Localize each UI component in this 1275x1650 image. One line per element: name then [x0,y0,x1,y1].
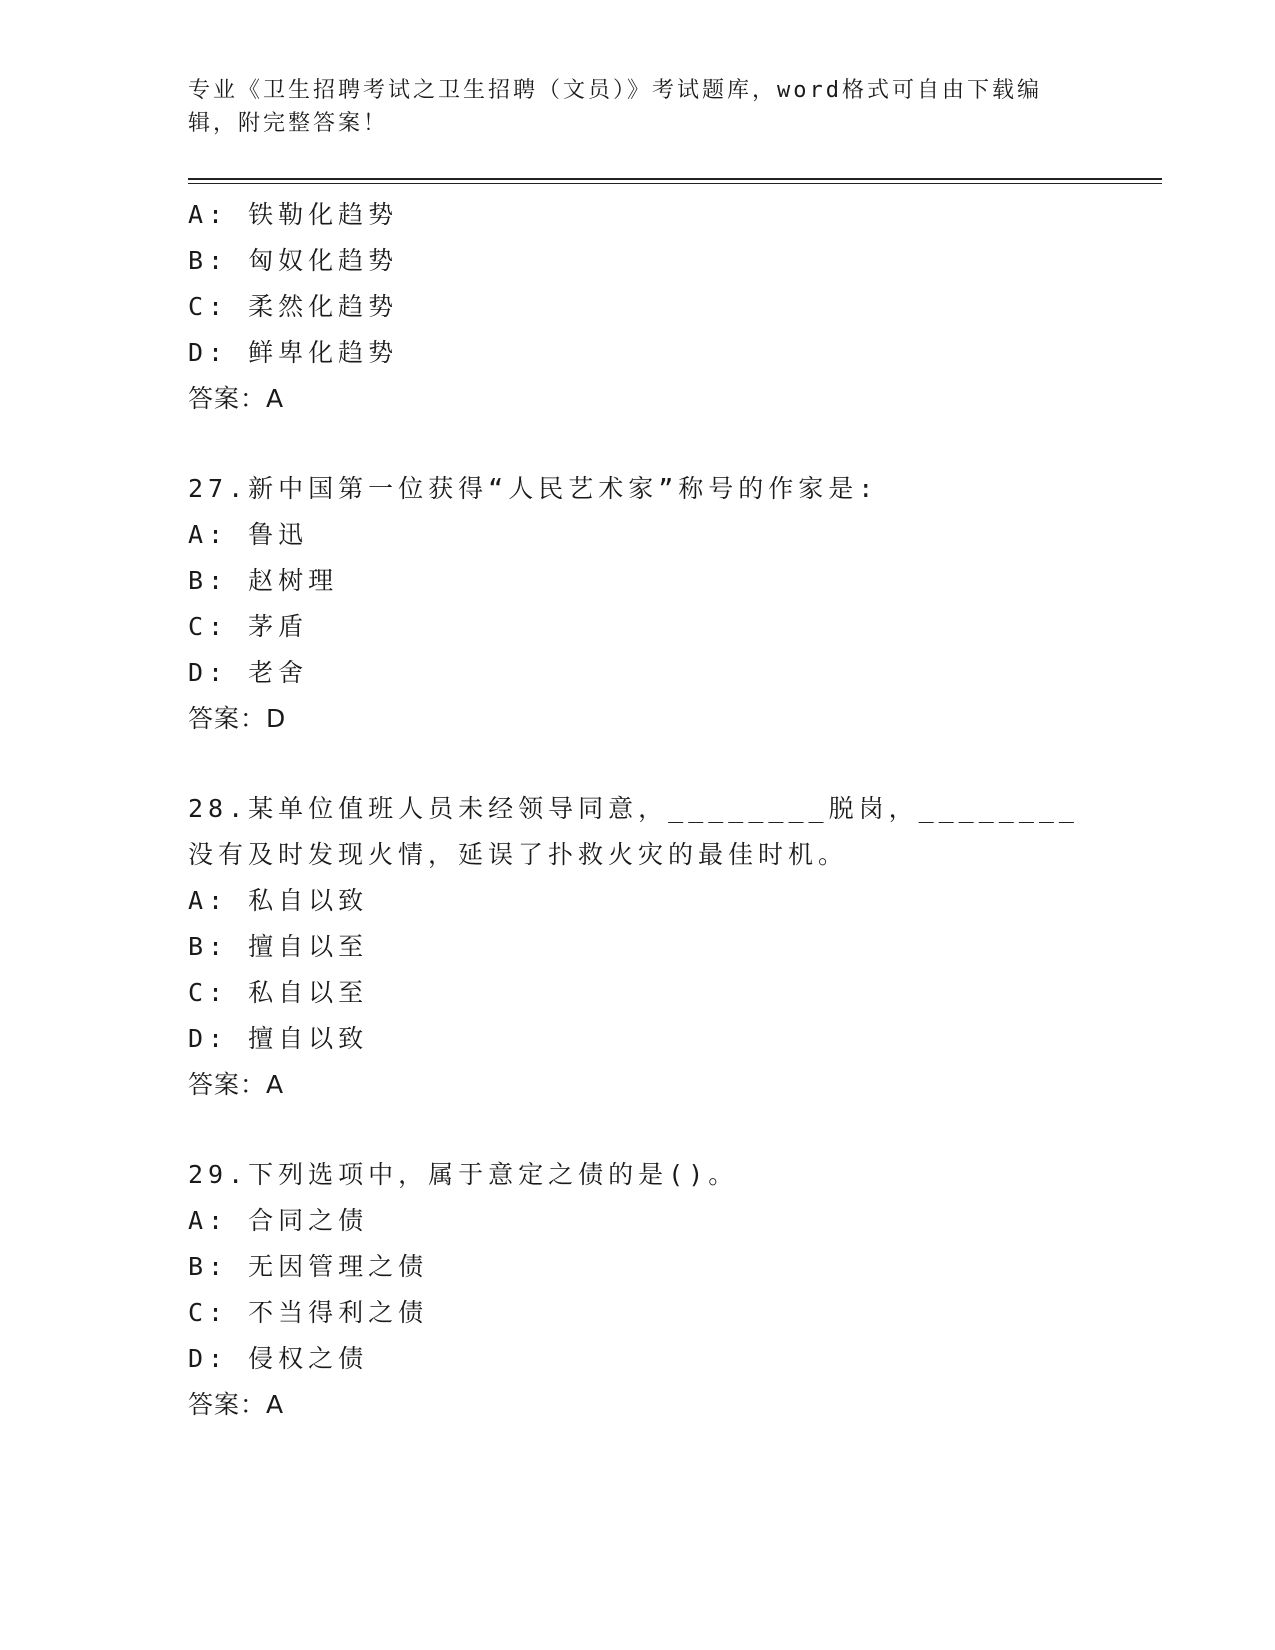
answer-line: 答案：A [188,384,285,413]
option-c: C: 茅盾 [188,612,309,641]
document-header: 专业《卫生招聘考试之卫生招聘（文员）》考试题库，word格式可自由下载编辑，附完整答案！ [188,78,1042,136]
option-b: B: 赵树理 [188,566,339,595]
answer-line: 答案：D [188,704,287,733]
answer-line: 答案：A [188,1070,285,1099]
option-d: D: 鲜卑化趋势 [188,338,399,367]
option-d: D: 侵权之债 [188,1344,369,1373]
question-block-29 [188,1152,1148,1428]
option-b: B: 擅自以至 [188,932,369,961]
header-divider-thick [188,178,1162,180]
option-a: A: 铁勒化趋势 [188,200,399,229]
question-block-27 [188,466,1148,742]
option-b: B: 无因管理之债 [188,1252,429,1281]
option-b: B: 匈奴化趋势 [188,246,399,275]
question-text: 27.新中国第一位获得“人民艺术家”称号的作家是: [188,474,879,503]
option-a: A: 鲁迅 [188,520,309,549]
option-d: D: 擅自以致 [188,1024,369,1053]
question-block-28 [188,786,1148,1108]
option-c: C: 私自以至 [188,978,369,1007]
option-d: D: 老舍 [188,658,309,687]
option-a: A: 合同之债 [188,1206,369,1235]
option-c: C: 柔然化趋势 [188,292,399,321]
header-divider-thin [188,183,1162,184]
question-text: 28.某单位值班人员未经领导同意，________脱岗，________没有及时发现火情，延误了扑救火灾的最佳时机。 [188,794,1079,869]
answer-line: 答案：A [188,1390,285,1419]
question-block-26 [188,192,1148,422]
question-text: 29.下列选项中，属于意定之债的是()。 [188,1160,739,1189]
option-a: A: 私自以致 [188,886,369,915]
question-list [188,192,1148,1428]
option-c: C: 不当得利之债 [188,1298,429,1327]
